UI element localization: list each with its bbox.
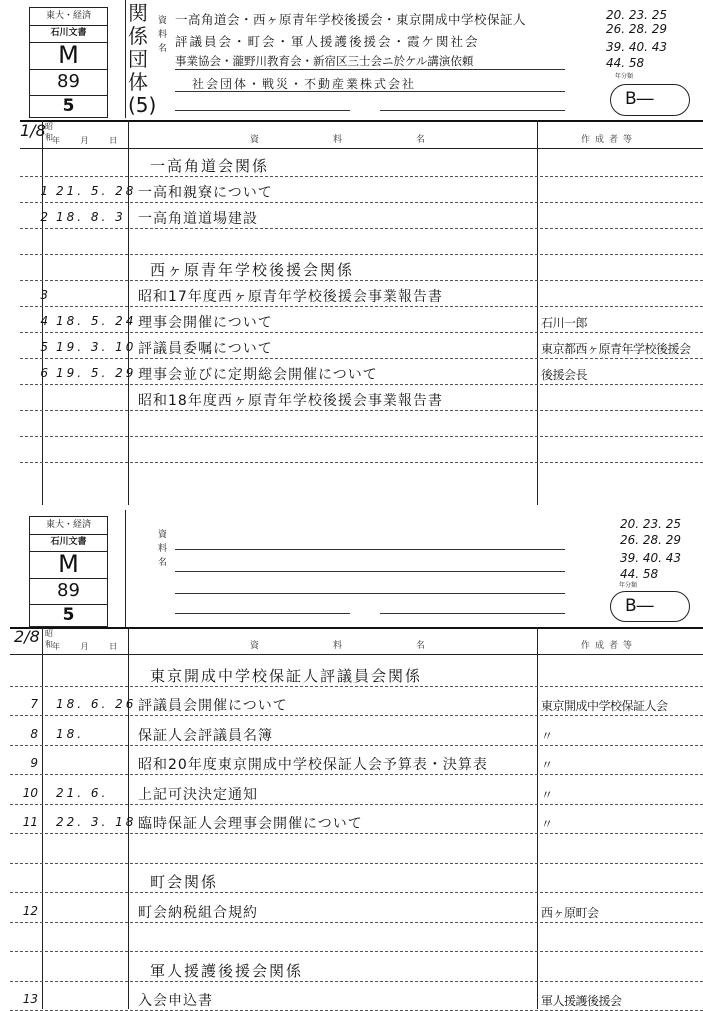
stamp-box: 89 [30,69,107,96]
table1-era-header: 昭和 [45,122,53,142]
table1-top-border [20,120,703,122]
row-rule [10,951,703,952]
stamp-series: M [30,42,107,70]
row-title: 昭和17年度西ヶ原青年学校後援会事業報告書 [138,289,443,305]
classification-pill-2: B― [610,591,690,622]
name-underline-3 [175,110,350,111]
row-number: 12 [22,903,38,918]
row-number: 13 [22,992,38,1006]
archive-stamp-2 [29,516,108,627]
stamp-folder: 5 [62,96,75,116]
row-rule [20,332,703,333]
row-rule [20,358,703,359]
row-number: 11 [22,815,38,829]
row-title: 町会納税組合規約 [138,904,258,921]
name-underline-2 [175,91,565,92]
row-title: 一高和親寮について [138,185,273,201]
table2-era-header: 昭和 [45,629,53,649]
row-date: 19. 3. 10 [56,340,137,354]
row-author: 東京開成中学校保証人会 [541,699,668,713]
row-title: 理事会開催について [138,315,273,331]
row-author: 東京都西ヶ原青年学校後援会 [541,342,691,356]
row-rule [20,436,703,437]
table1-author-header: 作成者等 [581,135,638,145]
row-rule [10,745,703,746]
class-number-2-2: 26. 28. 29 [620,533,682,547]
row-number: 10 [22,785,38,800]
row-number: 1 [40,184,48,198]
row-rule [20,280,703,281]
row-rule [10,863,703,864]
row-rule [20,176,703,177]
row-date: 18. [56,726,85,741]
stamp-line-2: 石川文書 [30,25,107,43]
table2-header-border [10,654,703,655]
row-number: 8 [30,726,38,741]
row-author: 〃 [541,787,553,802]
row-number: 6 [40,366,48,380]
row-number: 2 [40,210,48,224]
name2-underline-5 [380,613,565,614]
row-date: 18. 5. 24 [56,314,137,328]
stamp-2-series: M [30,551,107,579]
name2-underline-2 [175,571,565,572]
row-title: 一高角道道場建設 [138,211,258,227]
table1-col-date [128,120,129,505]
row-author: 〃 [541,758,553,772]
row-author: 石川一郎 [541,316,588,330]
row-rule [10,981,703,982]
class-number-2-label: 年分類 [619,582,638,589]
name2-underline-3 [175,593,565,594]
table2-title-header: 資料名 [250,641,500,651]
class-number-3: 39. 40. 43 [606,40,668,54]
names-line-3: 事業協会・瀧野川教育会・新宿区三士会ニ於ケル講演依頼 [175,54,474,68]
row-date: 18. 6. 26 [56,697,137,711]
row-title: 昭和18年度西ヶ原青年学校後援会事業報告書 [138,393,443,409]
row-title: 評議員委嘱について [138,341,273,357]
row-number: 9 [30,756,38,770]
row-title: 昭和20年度東京開成中学校保証人会予算表・決算表 [138,757,488,773]
row-date: 21. 5. 28 [56,184,137,198]
row-title: 臨時保証人会理事会開催について [138,816,363,832]
name-underline-1 [175,69,565,70]
row-title: 入会申込書 [138,993,213,1009]
stamp-2-folder: 5 [62,605,75,625]
class-number-1: 20. 23. 25 [606,8,668,22]
name-underline-4 [380,110,565,111]
row-title: 理事会並びに定期総会開催について [138,367,378,383]
row-rule [20,384,703,385]
row-title: 上記可決決定通知 [138,786,258,803]
class-number-2: 26. 28. 29 [606,22,668,36]
class-number-2-3: 39. 40. 43 [620,551,682,565]
section-heading: 東京開成中学校保証人評議員会関係 [150,666,423,685]
row-author: 〃 [541,817,553,831]
class-number-2-1: 20. 23. 25 [620,517,682,531]
row-date: 19. 5. 29 [56,366,137,380]
table2-top-border [10,627,703,629]
row-author: 〃 [541,728,553,743]
page1-mark: 1/8 [20,121,46,140]
row-rule [10,804,703,805]
material-label: 資料名 [158,16,168,54]
class-number-label: 年分類 [615,73,634,80]
names-line-4: 社会団体・戦災・不動産業株式会社 [192,77,417,91]
row-title: 保証人会評議員名簿 [138,727,273,744]
row-author: 西ヶ原町会 [541,905,599,920]
row-number: 5 [40,340,48,354]
names-line-2: 評議員会・町会・軍人援護後援会・霞ケ関社会 [175,34,480,49]
row-rule [10,686,703,687]
row-number: 4 [40,314,48,328]
category-heading: 関係団体(5) [128,1,157,117]
row-rule [10,715,703,716]
header-2-divider [125,510,126,627]
section-heading: 西ヶ原青年学校後援会関係 [150,261,355,279]
name2-underline-1 [175,549,565,550]
row-date: 21. 6. [56,785,109,800]
row-author: 軍人援護後援会 [541,994,622,1008]
stamp-2-line-1: 東大・経済 [30,517,107,535]
section-heading: 軍人援護後援会関係 [150,961,304,980]
table1-col-author [537,120,538,505]
class-number-4: 44. 58 [606,56,645,70]
row-rule [20,306,703,307]
table1-date-header: 年 月 日 [52,136,127,145]
row-rule [20,202,703,203]
table1-header-border [20,148,703,149]
header-divider [125,0,126,118]
table2-author-header: 作成者等 [581,641,638,651]
row-rule [20,410,703,411]
table2-date-header: 年 月 日 [52,642,127,651]
row-number: 7 [30,697,38,711]
row-rule [10,833,703,834]
section-heading: 町会関係 [150,873,219,891]
archive-stamp [29,7,108,118]
row-date: 22. 3. 18 [56,815,137,829]
row-rule [20,228,703,229]
stamp-line-1: 東大・経済 [30,8,107,26]
row-number: 3 [40,288,48,302]
row-author: 後援会長 [541,368,588,382]
stamp-2-line-2: 石川文書 [30,534,107,552]
names-line-1: 一高角道会・西ヶ原青年学校後援会・東京開成中学校保証人 [175,12,527,27]
name2-underline-4 [175,613,350,614]
row-rule [10,774,703,775]
page2-mark: 2/8 [14,627,40,646]
row-date: 18. 8. 3 [56,210,126,224]
material-label-2: 資料名 [158,530,168,568]
row-title: 評議員会開催について [138,698,288,714]
row-rule [10,892,703,893]
section-heading: 一高角道会関係 [150,157,270,175]
table1-col-no [42,120,43,505]
row-rule [20,462,703,463]
stamp-2-box: 89 [30,578,107,605]
row-rule [10,922,703,923]
table1-title-header: 資料名 [250,135,500,145]
classification-pill: B― [610,84,690,116]
row-rule [20,254,703,255]
class-number-2-4: 44. 58 [620,567,659,581]
